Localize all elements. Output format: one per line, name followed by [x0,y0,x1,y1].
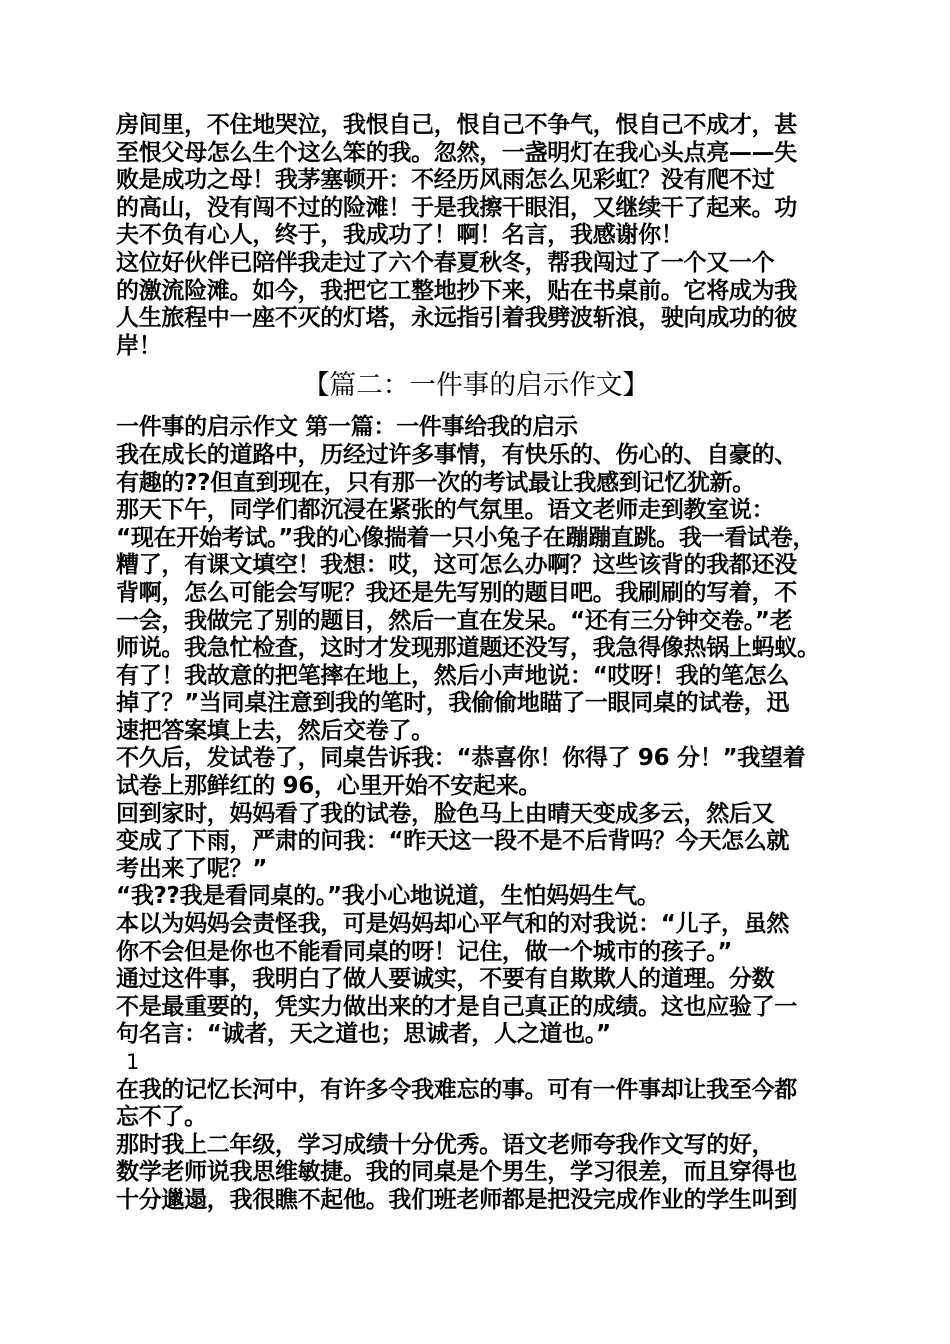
text-line: 不是最重要的，凭实力做出来的才是自己真正的成绩。这也应验了一 [116,993,798,1020]
text-line: 在我的记忆长河中，有许多令我难忘的事。可有一件事却让我至今都 [116,1076,798,1103]
text-line: 本以为妈妈会责怪我，可是妈妈却心平气和的对我说：“儿子，虽然 [116,911,790,938]
text-line: 一会，我做完了别的题目，然后一直在发呆。“还有三分钟交卷。”老 [116,607,793,634]
text-line: 房间里，不住地哭泣，我恨自己，恨自己不争气，恨自己不成才，甚 [116,112,798,138]
section-3-text [116,1077,856,1215]
section-1-text [116,112,856,360]
text-line: 的激流险滩。如今，我把它工整地抄下来，贴在书桌前。它将成为我 [116,277,798,304]
text-line: 败是成功之母！我茅塞顿开：不经历风雨怎么见彩虹？没有爬不过 [116,167,775,194]
text-line: 不久后，发试卷了，同桌告诉我：“恭喜你！你得了 96 分！”我望着 [116,745,806,772]
text-line: 那时我上二年级，学习成绩十分优秀。语文老师夸我作文写的好， [116,1131,775,1158]
text-line: 你不会但是你也不能看同桌的呀！记住，做一个城市的孩子。” [116,938,733,965]
section-heading: 【篇二：一件事的启示作文】 [302,370,650,402]
text-line: 有趣的??但直到现在，只有那一次的考试最让我感到记忆犹新。 [116,469,755,496]
page-number: 1 [126,1050,140,1074]
text-line: 一件事的启示作文 第一篇：一件事给我的启示 [116,414,578,441]
text-line: 这位好伙伴已陪伴我走过了六个春夏秋冬，帮我闯过了一个又一个 [116,249,775,276]
text-line: 试卷上那鲜红的 96，心里开始不安起来。 [116,773,542,800]
text-line: 至恨父母怎么生个这么笨的我。忽然，一盏明灯在我心头点亮——失 [116,139,798,166]
text-line: 变成了下雨，严肃的问我：“昨天这一段不是不后背吗？今天怎么就 [116,828,790,855]
text-line: 数学老师说我思维敏捷。我的同桌是个男生，学习很差，而且穿得也 [116,1159,798,1186]
text-line: 十分邋遢，我很瞧不起他。我们班老师都是把没完成作业的学生叫到 [116,1186,798,1213]
text-line: 通过这件事，我明白了做人要诚实，不要有自欺欺人的道理。分数 [116,966,775,993]
text-line: 师说。我急忙检查，这时才发现那道题还没写，我急得像热锅上蚂蚁。 [116,635,820,662]
text-line: 人生旅程中一座不灭的灯塔，永远指引着我劈波斩浪，驶向成功的彼 [116,305,798,332]
text-line: 掉了？”当同桌注意到我的笔时，我偷偷地瞄了一眼同桌的试卷，迅 [116,690,790,717]
text-line: 忘不了。 [116,1104,207,1131]
section-2-text [116,414,856,1049]
text-line: 考出来了呢？” [116,855,268,882]
document-page [116,112,856,1215]
text-line: 速把答案填上去，然后交卷了。 [116,717,434,744]
text-line: 我在成长的道路中，历经过许多事情，有快乐的、伤心的、自豪的、 [116,441,798,468]
text-line: 糟了，有课文填空！我想：哎，这可怎么办啊？这些该背的我都还没 [116,552,798,579]
text-line: 句名言：“诚者，天之道也；思诚者，人之道也。” [116,1021,611,1048]
text-line: “现在开始考试。”我的心像揣着一只小兔子在蹦蹦直跳。我一看试卷， [116,524,816,551]
text-line: 岸！ [116,332,162,359]
text-line: 夫不负有心人，终于，我成功了！啊！名言，我感谢你！ [116,222,684,249]
text-line: 背啊，怎么可能会写呢？我还是先写别的题目吧。我刷刷的写着，不 [116,579,798,606]
text-line: 有了！我故意的把笔摔在地上，然后小声地说：“哎呀！我的笔怎么 [116,662,790,689]
text-line: “我??我是看同桌的。”我小心地说道，生怕妈妈生气。 [116,883,660,910]
text-line: 那天下午，同学们都沉浸在紧张的气氛里。语文老师走到教室说： [116,497,775,524]
text-line: 回到家时，妈妈看了我的试卷，脸色马上由晴天变成多云，然后又 [116,800,775,827]
text-line: 的高山，没有闯不过的险滩！于是我擦干眼泪，又继续干了起来。功 [116,194,798,221]
